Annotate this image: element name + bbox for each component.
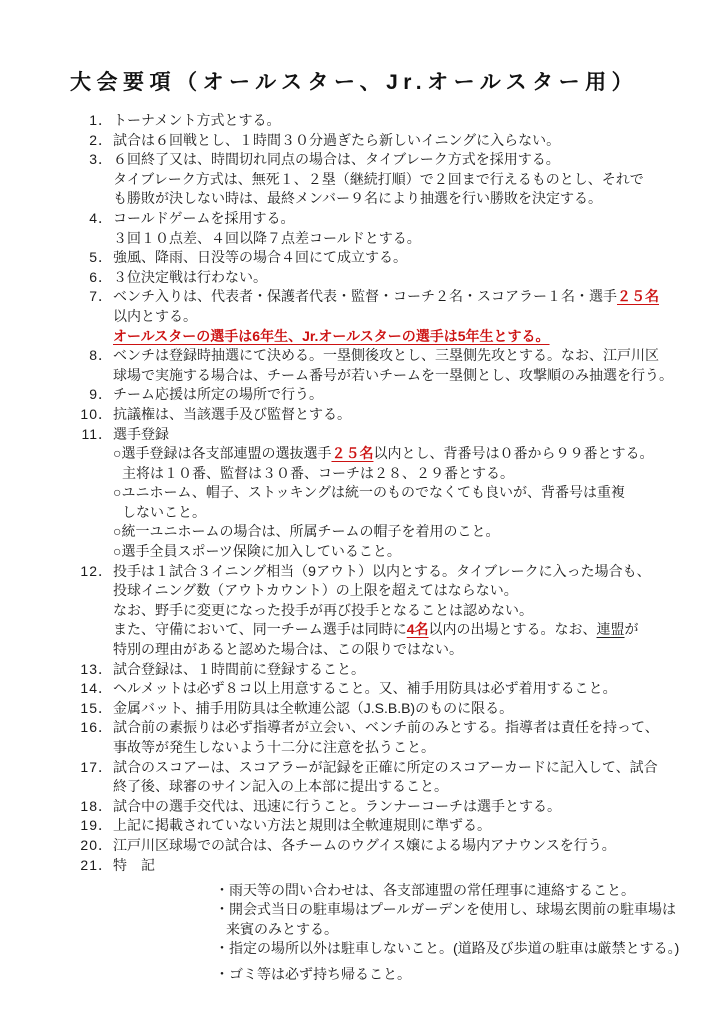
rule-item <box>70 209 684 229</box>
line-text <box>113 366 684 386</box>
item-number: 20． <box>80 836 113 853</box>
rule-continuation-line <box>70 640 684 660</box>
item-number: 7． <box>89 288 113 305</box>
rule-continuation-line <box>70 965 684 985</box>
text-segment: 以内の出場とする。なお、 <box>428 621 597 638</box>
rule-item <box>70 836 684 856</box>
rule-continuation-line <box>70 601 684 621</box>
text-segment: が <box>624 621 639 638</box>
item-number: 10． <box>80 405 113 422</box>
item-number: 13． <box>80 660 113 677</box>
line-text <box>113 405 684 425</box>
rule-continuation-line <box>70 229 684 249</box>
line-text <box>113 836 684 856</box>
line-text <box>113 640 684 660</box>
rule-item <box>70 268 684 288</box>
line-text <box>113 327 684 347</box>
rule-item <box>70 248 684 268</box>
text-segment: 金属バット、捕手用防具は全軟連公認（J.S.B.B)のものに限る。 <box>113 699 514 716</box>
text-segment: ３位決定戦は行わない。 <box>113 268 267 285</box>
line-text <box>113 965 684 985</box>
text-segment: ・開会式当日の駐車場はプールガーデンを使用し、球場玄関前の駐車場は <box>215 901 677 918</box>
text-segment: 試合登録は、１時間前に登録すること。 <box>113 660 365 677</box>
rule-continuation-line <box>70 900 684 920</box>
text-segment: 主将は１０番、監督は３０番、コーチは２８、２９番とする。 <box>122 464 514 481</box>
line-text <box>113 189 684 209</box>
line-text <box>113 718 684 738</box>
line-text <box>113 562 684 582</box>
text-segment: 特 記 <box>113 856 155 873</box>
line-text <box>113 268 684 288</box>
text-segment: 上記に掲載されていない方法と規則は全軟連規則に準ずる。 <box>113 817 491 834</box>
line-text <box>113 738 684 758</box>
rule-item <box>70 131 684 151</box>
rules-list <box>0 111 724 984</box>
text-segment: 選手登録 <box>113 425 169 442</box>
text-segment: また、守備において、同一チーム選手は同時に <box>113 621 407 638</box>
text-segment: 試合前の素振りは必ず指導者が立会い、ベンチ前のみとする。指導者は責任を持って、 <box>113 719 659 736</box>
rule-item <box>70 562 684 582</box>
rule-item <box>70 425 684 445</box>
text-segment: 終了後、球審のサイン記入の上本部に提出すること。 <box>113 778 449 795</box>
text-segment: コールドゲームを採用する。 <box>113 209 295 226</box>
line-text <box>113 758 684 778</box>
text-segment: 江戸川区球場での試合は、各チームのウグイス嬢による場内アナウンスを行う。 <box>113 836 616 853</box>
item-number: 2． <box>89 131 113 148</box>
rule-continuation-line <box>70 307 684 327</box>
line-text <box>113 777 684 797</box>
rule-continuation-line <box>70 777 684 797</box>
rule-continuation-line <box>70 366 684 386</box>
rule-continuation-line <box>70 464 684 484</box>
rule-item <box>70 111 684 131</box>
line-text <box>113 287 684 307</box>
rule-item <box>70 679 684 699</box>
text-segment: ・ゴミ等は必ず持ち帰ること。 <box>215 965 411 982</box>
line-text <box>113 660 684 680</box>
text-segment: ベンチ入りは、代表者・保護者代表・監督・コーチ２名・スコアラー１名・選手 <box>113 288 617 305</box>
line-text <box>113 881 684 901</box>
line-text <box>113 620 684 640</box>
rule-continuation-line <box>70 920 684 940</box>
text-segment: ヘルメットは必ず８コ以上用意すること。又、補手用防具は必ず着用すること。 <box>113 680 617 697</box>
text-segment: も勝敗が決しない時は、最終メンバー９名により抽選を行い勝敗を決定する。 <box>113 190 603 207</box>
rule-continuation-line <box>70 444 684 464</box>
line-text <box>113 601 684 621</box>
item-number: 16． <box>80 719 113 736</box>
text-segment: なお、野手に変更になった投手が再び投手となることは認めない。 <box>113 601 533 618</box>
highlighted-text: オールスターの選手は6年生、Jr.オールスターの選手は5年生とする。 <box>113 327 550 344</box>
item-number: 3． <box>89 151 113 168</box>
rule-continuation-line <box>70 327 684 347</box>
rule-continuation-line <box>70 189 684 209</box>
text-segment: ３回１０点差、４回以降７点差コールドとする。 <box>113 229 421 246</box>
line-text <box>113 464 684 484</box>
rule-item <box>70 758 684 778</box>
text-segment: 球場で実施する場合は、チーム番号が若いチームを一塁側とし、攻撃順のみ抽選を行う。 <box>113 366 673 383</box>
item-number: 1． <box>89 112 113 128</box>
item-number: 14． <box>80 680 113 697</box>
text-segment: タイブレーク方式は、無死１、２塁（継続打順）で２回まで行えるものとし、それで <box>113 170 644 187</box>
item-number: 21． <box>80 856 113 873</box>
line-text <box>113 248 684 268</box>
text-segment: 抗議権は、当該選手及び監督とする。 <box>113 405 351 422</box>
underlined-text: 連盟 <box>596 621 625 638</box>
line-text <box>113 581 684 601</box>
line-text <box>113 170 684 190</box>
item-number: 9． <box>89 386 113 403</box>
item-number: 19． <box>80 817 113 834</box>
rule-item <box>70 816 684 836</box>
line-text <box>113 444 684 464</box>
text-segment: ６回終了又は、時間切れ同点の場合は、タイブレーク方式を採用する。 <box>113 151 560 168</box>
rule-item <box>70 287 684 307</box>
line-text <box>113 131 684 151</box>
line-text <box>113 797 684 817</box>
highlighted-text: 4名 <box>406 621 429 638</box>
text-segment: ・指定の場所以外は駐車しないこと。(道路及び歩道の駐車は厳禁とする。) <box>215 940 680 957</box>
line-text <box>113 503 684 523</box>
line-text <box>113 816 684 836</box>
rule-item <box>70 699 684 719</box>
item-number: 12． <box>80 562 113 579</box>
line-text <box>113 679 684 699</box>
item-number: 18． <box>80 797 113 814</box>
rule-item <box>70 718 684 738</box>
text-segment: 来賓のみとする。 <box>226 920 338 937</box>
text-segment: ○選手登録は各支部連盟の選抜選手 <box>113 445 332 462</box>
line-text <box>113 856 684 876</box>
line-text <box>113 425 684 445</box>
highlighted-text: ２５名 <box>617 288 659 305</box>
item-number: 4． <box>89 209 113 226</box>
line-text <box>113 111 684 131</box>
text-segment: ・雨天等の問い合わせは、各支部連盟の常任理事に連絡すること。 <box>215 881 635 898</box>
rule-item <box>70 797 684 817</box>
text-segment: 試合のスコアーは、スコアラーが記録を正確に所定のスコアーカードに記入して、試合 <box>113 758 658 775</box>
line-text <box>113 229 684 249</box>
rule-item <box>70 346 684 366</box>
rule-item <box>70 856 684 876</box>
rule-continuation-line <box>70 483 684 503</box>
rule-continuation-line <box>70 503 684 523</box>
highlighted-text: ２５名 <box>331 445 374 462</box>
text-segment: 事故等が発生しないよう十二分に注意を払うこと。 <box>113 739 435 755</box>
rule-continuation-line <box>70 881 684 901</box>
line-text <box>113 483 684 503</box>
line-text <box>113 307 684 327</box>
text-segment: ○統一ユニホームの場合は、所属チームの帽子を着用のこと。 <box>113 523 500 540</box>
text-segment: 投球イニング数（アウトカウント）の上限を超えてはならない。 <box>113 582 518 599</box>
text-segment: 特別の理由があると認めた場合は、この限りではない。 <box>113 641 463 658</box>
line-text <box>113 522 684 542</box>
text-segment: 強風、降雨、日没等の場合４回にて成立する。 <box>113 249 407 266</box>
item-number: 17． <box>80 758 113 775</box>
rule-continuation-line <box>70 939 684 959</box>
line-text <box>113 209 684 229</box>
rule-item <box>70 150 684 170</box>
rule-continuation-line <box>70 581 684 601</box>
rule-item <box>70 405 684 425</box>
line-text <box>113 385 684 405</box>
rule-continuation-line <box>70 542 684 562</box>
text-segment: しないこと。 <box>122 503 206 520</box>
text-segment: 試合は６回戦とし、１時間３０分過ぎたら新しいイニングに入らない。 <box>113 131 561 148</box>
rule-item <box>70 385 684 405</box>
rule-continuation-line <box>70 738 684 758</box>
line-text <box>113 699 684 719</box>
line-text <box>113 346 684 366</box>
text-segment: 試合中の選手交代は、迅速に行うこと。ランナーコーチは選手とする。 <box>113 797 561 814</box>
text-segment: トーナメント方式とする。 <box>113 112 281 128</box>
line-text <box>113 920 684 940</box>
text-segment: ○ユニホーム、帽子、ストッキングは統一のものでなくても良いが、背番号は重複 <box>113 484 626 501</box>
document-title: 大会要項（オールスター、Jr.オールスター用） <box>70 71 639 94</box>
line-text <box>113 900 684 920</box>
item-number: 6． <box>89 268 113 285</box>
text-segment: チーム応援は所定の場所で行う。 <box>113 386 323 403</box>
text-segment: 投手は１試合３イニング相当（9アウト）以内とする。タイブレークに入った場合も、 <box>113 562 651 579</box>
text-segment: 以内とする。 <box>113 307 197 324</box>
text-segment: ○選手全員スポーツ保険に加入していること。 <box>113 543 401 560</box>
line-text <box>113 542 684 562</box>
text-segment: ベンチは登録時抽選にて決める。一塁側後攻とし、三塁側先攻とする。なお、江戸川区 <box>113 347 659 364</box>
line-text <box>113 150 684 170</box>
rule-continuation-line <box>70 522 684 542</box>
text-segment: 以内とし、背番号は０番から９９番とする。 <box>373 445 654 462</box>
rule-item <box>70 660 684 680</box>
rule-continuation-line <box>70 620 684 640</box>
line-text <box>113 939 684 959</box>
rule-continuation-line <box>70 170 684 190</box>
item-number: 5． <box>89 249 113 266</box>
item-number: 15． <box>80 699 113 716</box>
item-number: 11． <box>81 425 113 442</box>
item-number: 8． <box>89 347 113 364</box>
